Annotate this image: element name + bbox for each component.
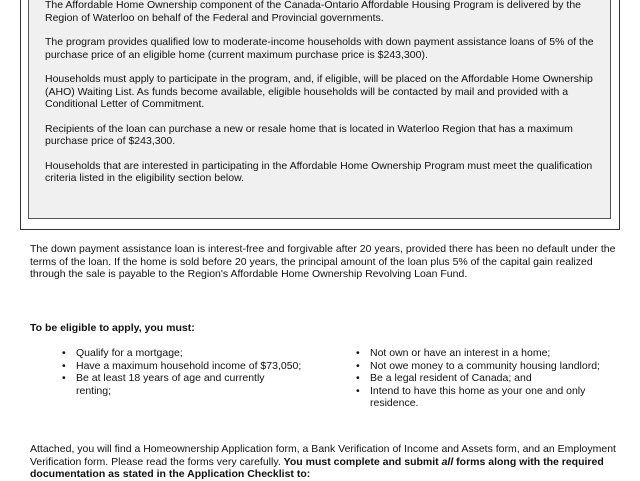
box-paragraph-3: Households must apply to participate in the program, and, if eligible, will be placed on the Affordable Home Ownership (AHO) Waiting List. As funds become available, eligible households will be contacted by mail and provided with a Conditional Letter of Commitment. <box>45 73 593 110</box>
eligibility-list-left <box>62 347 302 397</box>
attached-bold-text-b: forms along with the required documentation as stated in the Application Checklist to: <box>30 455 604 480</box>
attached-forms-paragraph <box>30 443 620 481</box>
box-paragraph-5: Households that are interested in participating in the Affordable Home Ownership Program must meet the qualification criteria listed in the eligibility section below. <box>45 159 593 184</box>
info-box <box>28 0 611 219</box>
list-item: • Qualify for a mortgage; <box>62 347 302 360</box>
attached-bold-text-a: You must complete and submit <box>283 455 442 468</box>
box-paragraph-1: The Affordable Home Ownership component of the Canada-Ontario Affordable Housing Program is delivered by the Region of Waterloo on behalf of the Federal and Provincial governments. <box>45 0 582 24</box>
attached-plain-text: Attached, you will find a Homeownership Application form, a Bank Verification of Income and Assets form, and an Employment Verification form. Please read the forms very carefully. <box>30 443 616 468</box>
attached-bold-italic-text: all <box>441 455 454 468</box>
list-item: • Be a legal resident of Canada; and <box>356 372 618 385</box>
box-paragraph-4: Recipients of the loan can purchase a new or resale home that is located in Waterloo Region that has a maximum purchase price of $243,300. <box>45 122 573 147</box>
loan-paragraph: The down payment assistance loan is interest-free and forgivable after 20 years, provided there has been no default under the terms of the loan. If the home is sold before 20 years, the principal amount of the loan plus 5% of the capital gain realized through the sale is payable to the Region's Affordable Home Ownership Revolving Loan Fund. <box>30 243 616 280</box>
list-item: • Not own or have an interest in a home; <box>356 347 618 360</box>
list-item: • Intend to have this home as your one and only residence. <box>356 385 618 410</box>
eligibility-heading: To be eligible to apply, you must: <box>30 322 195 334</box>
list-item: • Be at least 18 years of age and currently renting; <box>62 372 302 397</box>
eligibility-list-right <box>356 347 618 410</box>
list-item: • Not owe money to a community housing landlord; <box>356 360 618 373</box>
list-item: • Have a maximum household income of $73,050; <box>62 360 302 373</box>
box-paragraph-2: The program provides qualified low to moderate-income households with down payment assistance loans of 5% of the purchase price of an eligible home (current maximum purchase price is $243,300). <box>45 36 594 61</box>
